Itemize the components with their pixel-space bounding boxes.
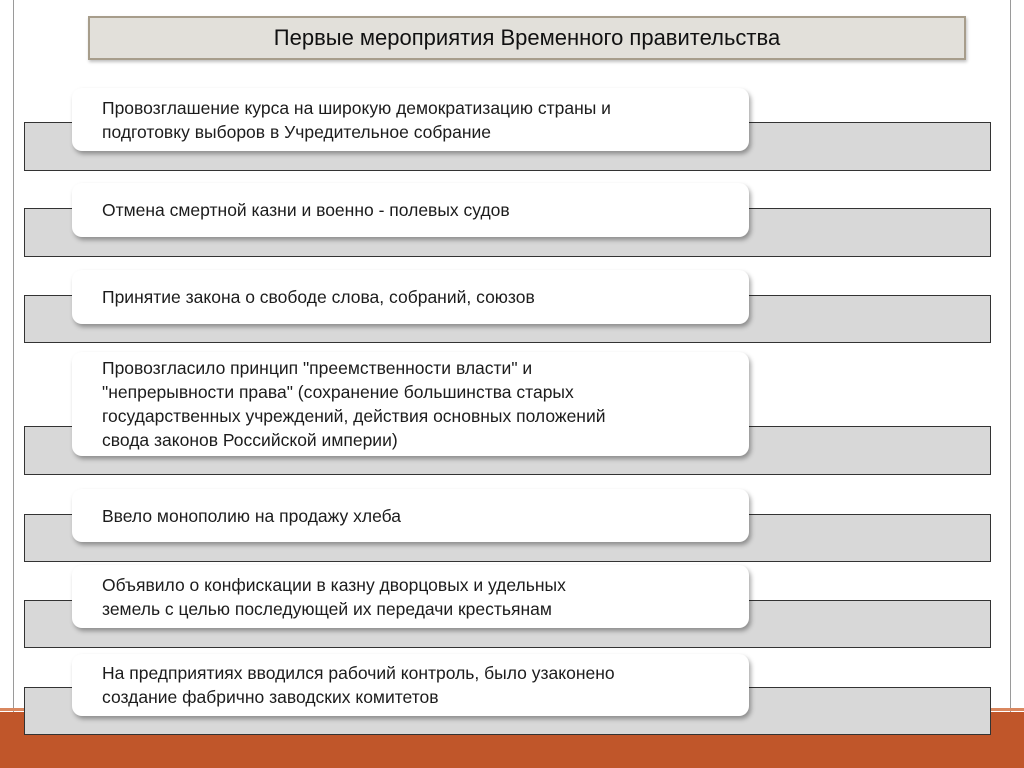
item-text-3: Принятие закона о свободе слова, собраний, союзов <box>102 287 535 307</box>
left-border-line <box>13 0 14 768</box>
item-card-7 <box>72 654 749 716</box>
item-card-4 <box>72 352 749 456</box>
item-text-1: Провозглашение курса на широкую демократизацию страны и подготовку выборов в Учредительное собрание <box>102 97 611 142</box>
item-text-7: На предприятиях вводился рабочий контроль, было узаконено создание фабрично заводских комитетов <box>102 663 615 707</box>
item-card-6 <box>72 565 749 628</box>
item-card-5 <box>72 489 749 542</box>
right-border-line <box>1010 0 1011 768</box>
item-text-5: Ввело монополию на продажу хлеба <box>102 505 402 526</box>
item-text-4: Провозгласило принцип "преемственности власти" и "непрерывности права" (сохранение большинства старых государственных учреждений, действия основных положений свода законов Российской империи) <box>102 358 606 450</box>
item-card-2 <box>72 183 749 237</box>
item-text-2: Отмена смертной казни и военно - полевых судов <box>102 200 510 220</box>
item-text-6: Объявило о конфискации в казну дворцовых и удельных земель с целью последующей их передачи крестьянам <box>102 574 566 619</box>
slide-title: Первые мероприятия Временного правительства <box>273 25 781 50</box>
title-box <box>88 16 966 60</box>
item-card-1 <box>72 88 749 151</box>
item-card-3 <box>72 270 749 324</box>
